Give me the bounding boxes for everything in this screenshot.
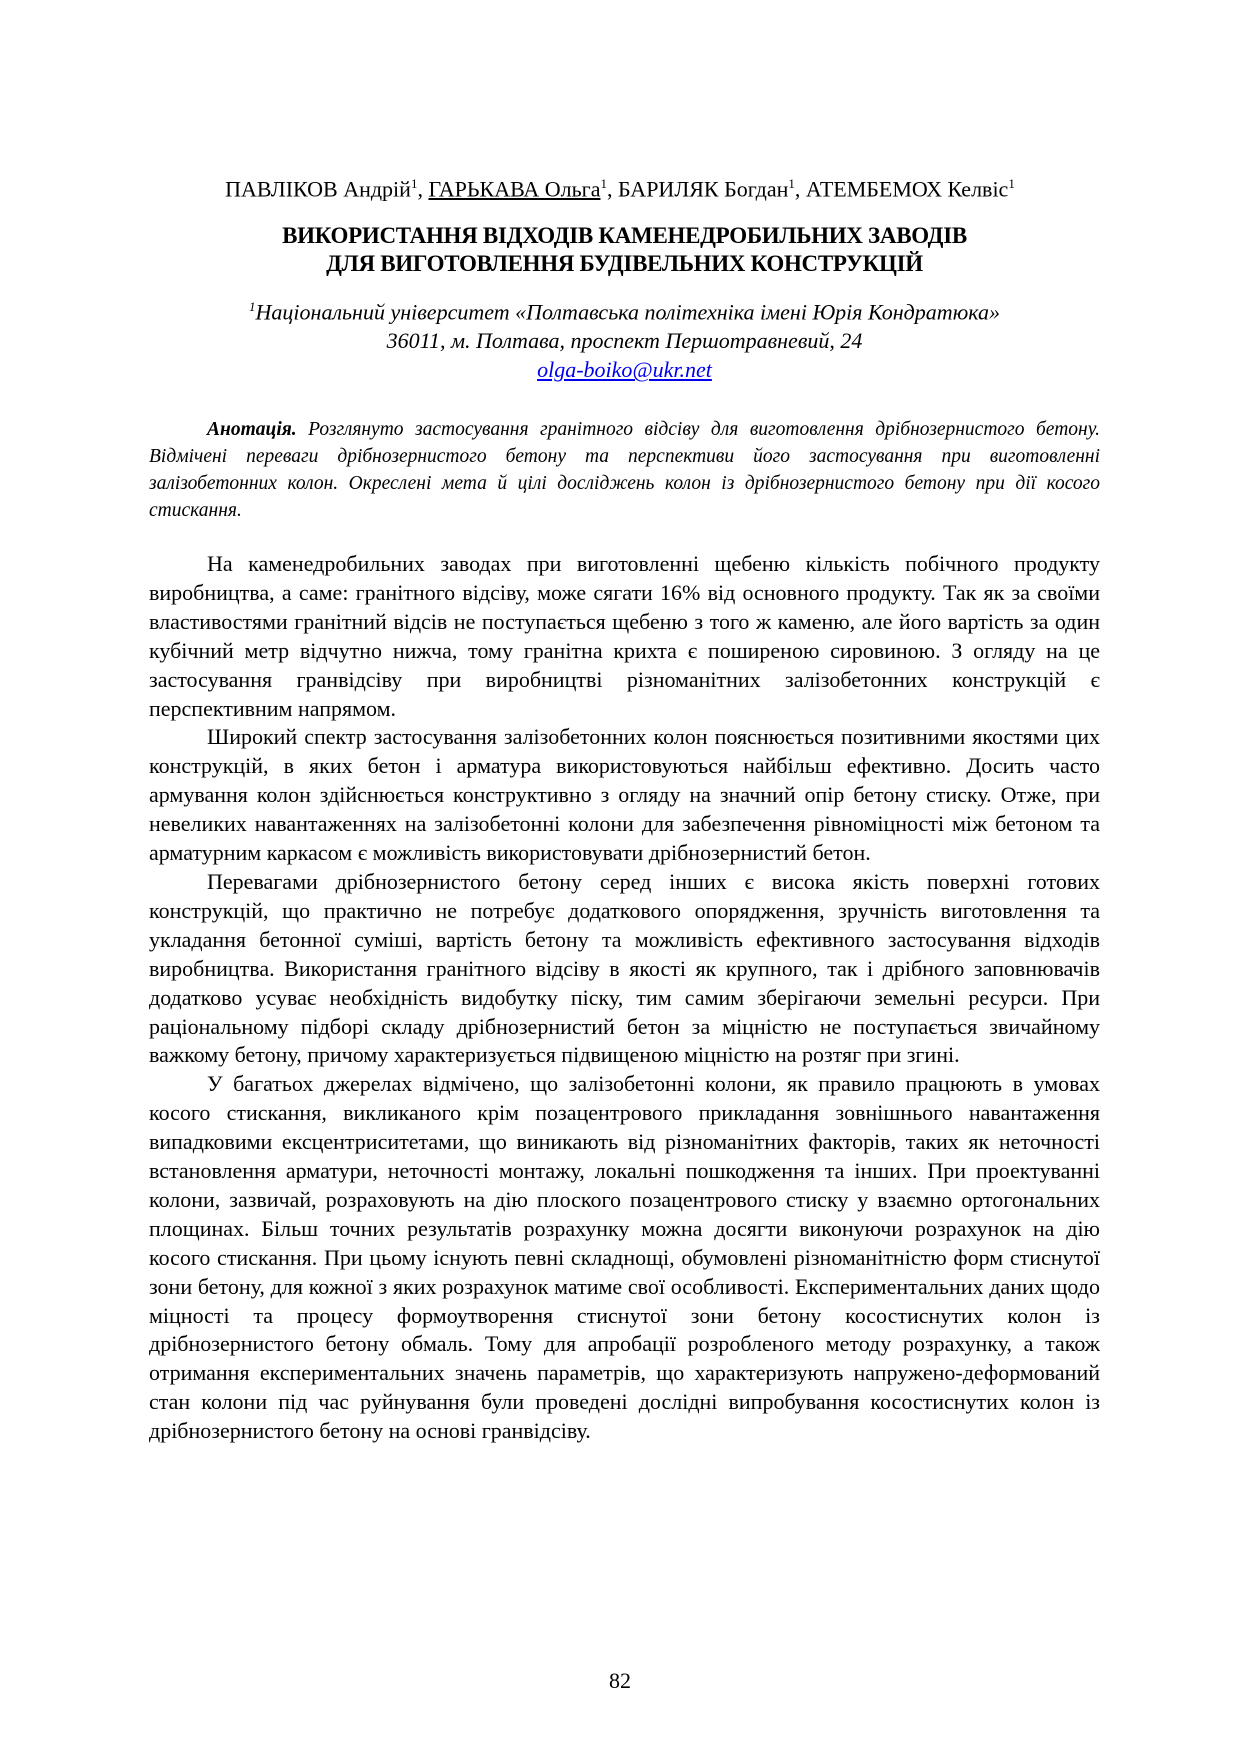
author-name: ПАВЛІКОВ Андрій xyxy=(225,176,411,202)
paragraph: Широкий спектр застосування залізобетонних колон пояснюється позитивними якостями цих конструкцій, в яких бетон і арматура використовуються найбільш ефективно. Досить часто армування колон здійснюється конструктивно з огляду на значний опір бетону стиску. Отже, при невеликих навантаженнях на залізобетонні колони для забезпечення рівноміцності між бетоном та арматурним каркасом є можливість використовувати дрібнозернистий бетон. xyxy=(149,724,1100,866)
paragraph: На каменедробильних заводах при виготовленні щебеню кількість побічного продукту виробництва, а саме: гранітного відсіву, може сягати 16% від основного продукту. Так як за своїми властивостями гранітний відсів не поступається щебеню з того ж каменю, але його вартість за один кубічний метр відчутно нижча, тому гранітна крихта є поширеною сировиною. З огляду на це застосування гранвідсіву при виробництві різноманітних залізобетонних конструкцій є перспективним напрямом. xyxy=(149,551,1100,721)
corresponding-author-name: ГАРЬКАВА Ольга xyxy=(428,176,601,202)
page-number: 82 xyxy=(609,1668,631,1693)
paragraph: У багатьох джерелах відмічено, що залізобетонні колони, як правило працюють в умовах косого стискання, викликаного крім позацентрового прикладання зовнішнього навантаження випадковими ексцентриситетами, що виникають від різноманітних факторів, таких як неточності встановлення арматури, неточності монтажу, локальні пошкодження та інших. При проектуванні колони, зазвичай, розраховують на дію плоского позацентрового стиску у взаємно ортогональних площинах. Більш точних результатів розрахунку можна досягти виконуючи розрахунок на дію косого стискання. При цьому існують певні складнощі, обумовлені різноманітністю форм стиснутої зони бетону, для кожної з яких розрахунок матиме свої особливості. Експериментальних даних щодо міцності та процесу формоутворення стиснутої зони бетону косостиснутих колон із дрібнозернистого бетону обмаль. Тому для апробації розробленого методу розрахунку, а також отримання експериментальних значень параметрів, що характеризують напружено-деформований стан колони під час руйнування були проведені дослідні випробування косостиснутих колон із дрібнозернистого бетону на основі гранвідсіву. xyxy=(149,1071,1100,1444)
paper-title xyxy=(149,222,1100,278)
email-link[interactable]: olga-boiko@ukr.net xyxy=(537,357,712,383)
body-text xyxy=(149,550,1100,1446)
author-name: БАРИЛЯК Богдан xyxy=(617,176,789,202)
abstract-label: Анотація. xyxy=(207,419,297,440)
paragraph: Перевагами дрібнозернистого бетону серед інших є висока якість поверхні готових конструкцій, що практично не потребує додаткового опорядження, зручність виготовлення та укладання бетонної суміші, вартість бетону та можливість ефективного застосування відходів виробництва. Використання гранітного відсіву в якості як крупного, так і дрібного заповнювачів додатково усуває необхідність видобутку піску, тим самим зберігаючи земельні ресурси. При раціональному підборі складу дрібнозернистий бетон за міцністю не поступається звичайному важкому бетону, причому характеризується підвищеною міцністю на розтяг при згині. xyxy=(149,868,1100,1068)
title-line-2: ДЛЯ ВИГОТОВЛЕННЯ БУДІВЕЛЬНИХ КОНСТРУКЦІЙ xyxy=(326,251,923,276)
abstract xyxy=(149,416,1100,524)
author-name: АТЕМБЕМОХ Келвіс xyxy=(805,176,1009,202)
abstract-text: Розглянуто застосування гранітного відсіву для виготовлення дрібнозернистого бетону. Відмічені переваги дрібнозернистого бетону та перспективи його застосування при виготовленні залізобетонних колон. Окреслені мета й цілі досліджень колон із дрібнозернистого бетону при дії косого стискання. xyxy=(149,419,1100,521)
title-line-1: ВИКОРИСТАННЯ ВІДХОДІВ КАМЕНЕДРОБИЛЬНИХ ЗАВОДІВ xyxy=(282,223,967,248)
address: 36011, м. Полтава, проспект Першотравневий, 24 xyxy=(386,328,863,354)
institution: Національний університет «Полтавська політехніка імені Юрія Кондратюка» xyxy=(255,299,1000,325)
authors-line: ПАВЛІКОВ Андрій$^1$, ГАРЬКАВА Ольга$^1$, БАРИЛЯК Богдан$^1$, АТЕМБЕМОХ Келвіс$^1$ xyxy=(225,176,1015,202)
affiliation: $^1$Національний університет «Полтавська політехніка імені Юрія Кондратюка» 36011, м. Полтава, проспект Першотравневий, 24 olga-boiko@ukr.net xyxy=(149,292,1100,384)
